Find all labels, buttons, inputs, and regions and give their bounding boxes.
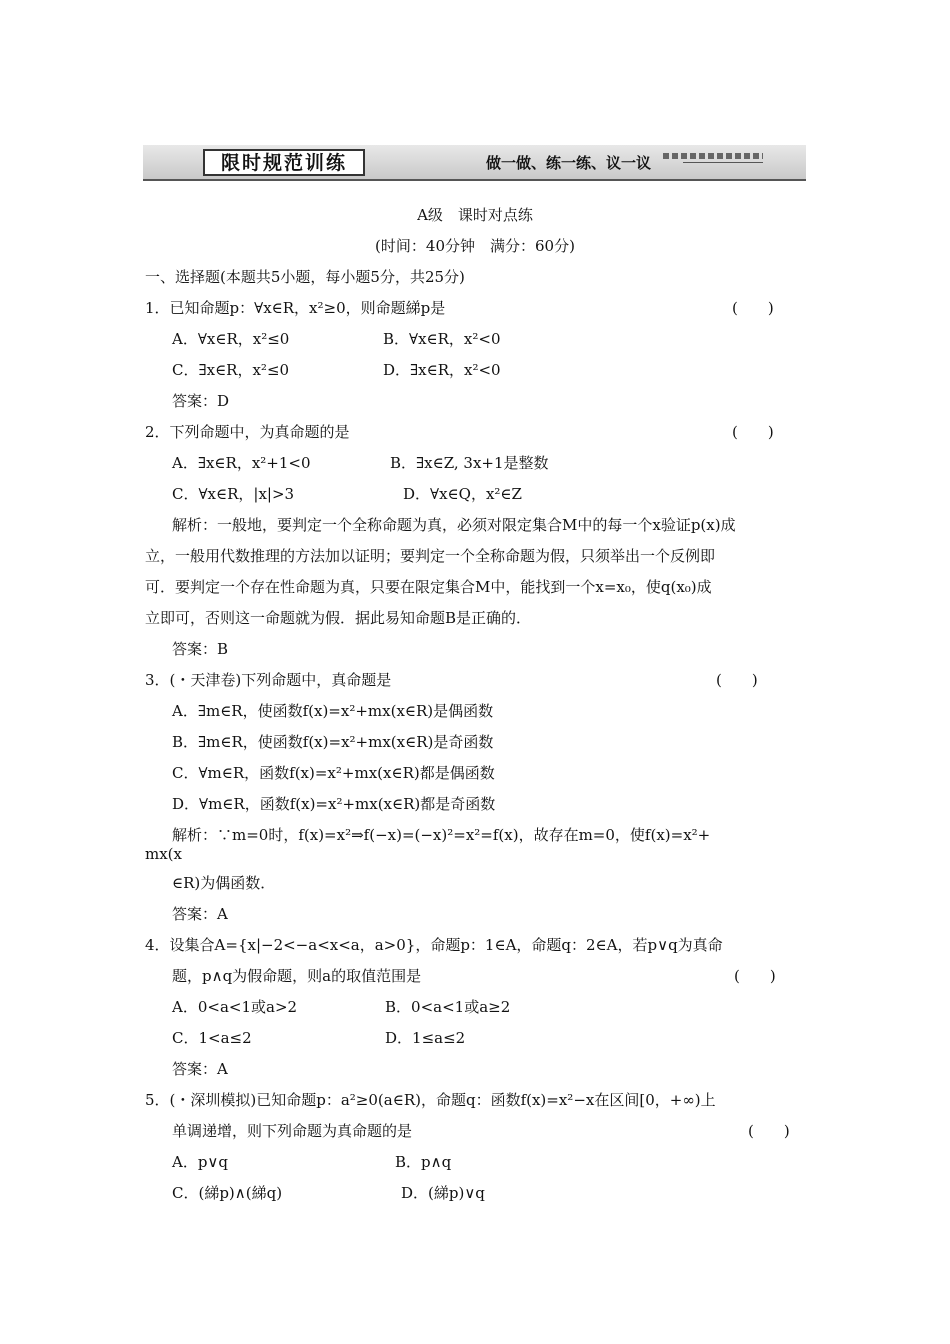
- header-banner: [143, 145, 806, 181]
- q3-bracket: ( ): [716, 671, 758, 689]
- q2-analysis-line4: 立即可，否则这一命题就为假．据此易知命题B是正确的．: [145, 609, 532, 627]
- q4-option-a: A．0<a<1或a>2: [172, 998, 298, 1016]
- q3-option-d: D．∀m∈R，函数f(x)=x²+mx(x∈R)都是奇函数: [172, 795, 496, 813]
- q3-analysis-line3: ∈R)为偶函数．: [172, 874, 276, 892]
- q5-option-d: D．(綈p)∨q: [401, 1184, 485, 1202]
- q2-option-a: A．∃x∈R，x²+1<0: [172, 454, 311, 472]
- section-time: (时间：40分钟 满分：60分): [375, 237, 575, 255]
- q2-option-c: C．∀x∈R，|x|>3: [172, 485, 295, 503]
- q5-option-b: B．p∧q: [395, 1153, 452, 1171]
- q3-option-b: B．∃m∈R，使函数f(x)=x²+mx(x∈R)是奇函数: [172, 733, 494, 751]
- q1-option-a: A．∀x∈R，x²≤0: [172, 330, 290, 348]
- q2-bracket: ( ): [732, 423, 774, 441]
- section-level: A级 课时对点练: [417, 206, 533, 224]
- q2-answer: 答案：B: [172, 640, 229, 658]
- q3-analysis-line1: 解析：∵m=0时，f(x)=x²⇒f(−x)=(−x)²=x²=f(x)，故存在m=0，使f(x)=x²+: [172, 826, 711, 844]
- q5-option-c: C．(綈p)∧(綈q): [172, 1184, 283, 1202]
- banner-rule: [683, 162, 763, 163]
- q2-stem: 2．下列命题中，为真命题的是: [145, 423, 350, 441]
- q1-stem: 1．已知命题p：∀x∈R，x²≥0，则命题綈p是: [145, 299, 446, 317]
- q1-option-b: B．∀x∈R，x²<0: [383, 330, 501, 348]
- q3-stem: 3．(・天津卷)下列命题中，真命题是: [145, 671, 392, 689]
- banner-decoration: [663, 153, 763, 159]
- q2-analysis-line2: 立，一般用代数推理的方法加以证明；要判定一个全称命题为假，只须举出一个反例即: [145, 547, 716, 565]
- q4-option-d: D．1≤a≤2: [385, 1029, 466, 1047]
- q3-answer: 答案：A: [172, 905, 228, 923]
- q5-bracket: ( ): [748, 1122, 790, 1140]
- q2-option-d: D．∀x∈Q，x²∈Z: [403, 485, 522, 503]
- q2-option-b: B．∃x∈Z, 3x+1是整数: [390, 454, 549, 472]
- q4-stem-line2: 题，p∧q为假命题，则a的取值范围是: [172, 967, 422, 985]
- q2-analysis-line3: 可．要判定一个存在性命题为真，只要在限定集合M中，能找到一个x=x₀，使q(x₀)成: [145, 578, 712, 596]
- q2-analysis-line1: 解析：一般地，要判定一个全称命题为真，必须对限定集合M中的每一个x验证p(x)成: [172, 516, 736, 534]
- q4-bracket: ( ): [734, 967, 776, 985]
- q4-option-c: C．1<a≤2: [172, 1029, 252, 1047]
- q1-option-d: D．∃x∈R，x²<0: [383, 361, 501, 379]
- q4-stem-line1: 4．设集合A={x|−2<−a<x<a，a>0}，命题p：1∈A，命题q：2∈A，若p∨q为真命: [145, 936, 723, 954]
- q5-stem-line1: 5．(・深圳模拟)已知命题p：a²≥0(a∈R)，命题q：函数f(x)=x²−x在区间[0，+∞)上: [145, 1091, 716, 1109]
- q4-answer: 答案：A: [172, 1060, 228, 1078]
- part-heading: 一、选择题(本题共5小题，每小题5分，共25分): [145, 268, 465, 286]
- q4-option-b: B．0<a<1或a≥2: [385, 998, 511, 1016]
- q5-option-a: A．p∨q: [172, 1153, 229, 1171]
- q5-stem-line2: 单调递增，则下列命题为真命题的是: [172, 1122, 413, 1140]
- q1-option-c: C．∃x∈R，x²≤0: [172, 361, 290, 379]
- q3-option-c: C．∀m∈R，函数f(x)=x²+mx(x∈R)都是偶函数: [172, 764, 495, 782]
- q1-bracket: ( ): [732, 299, 774, 317]
- q3-option-a: A．∃m∈R，使函数f(x)=x²+mx(x∈R)是偶函数: [172, 702, 494, 720]
- header-slogan: 做一做、练一练、议一议: [486, 154, 652, 172]
- q3-analysis-line2: mx(x: [145, 845, 182, 863]
- q1-answer: 答案：D: [172, 392, 230, 410]
- header-title: 限时规范训练: [203, 149, 365, 176]
